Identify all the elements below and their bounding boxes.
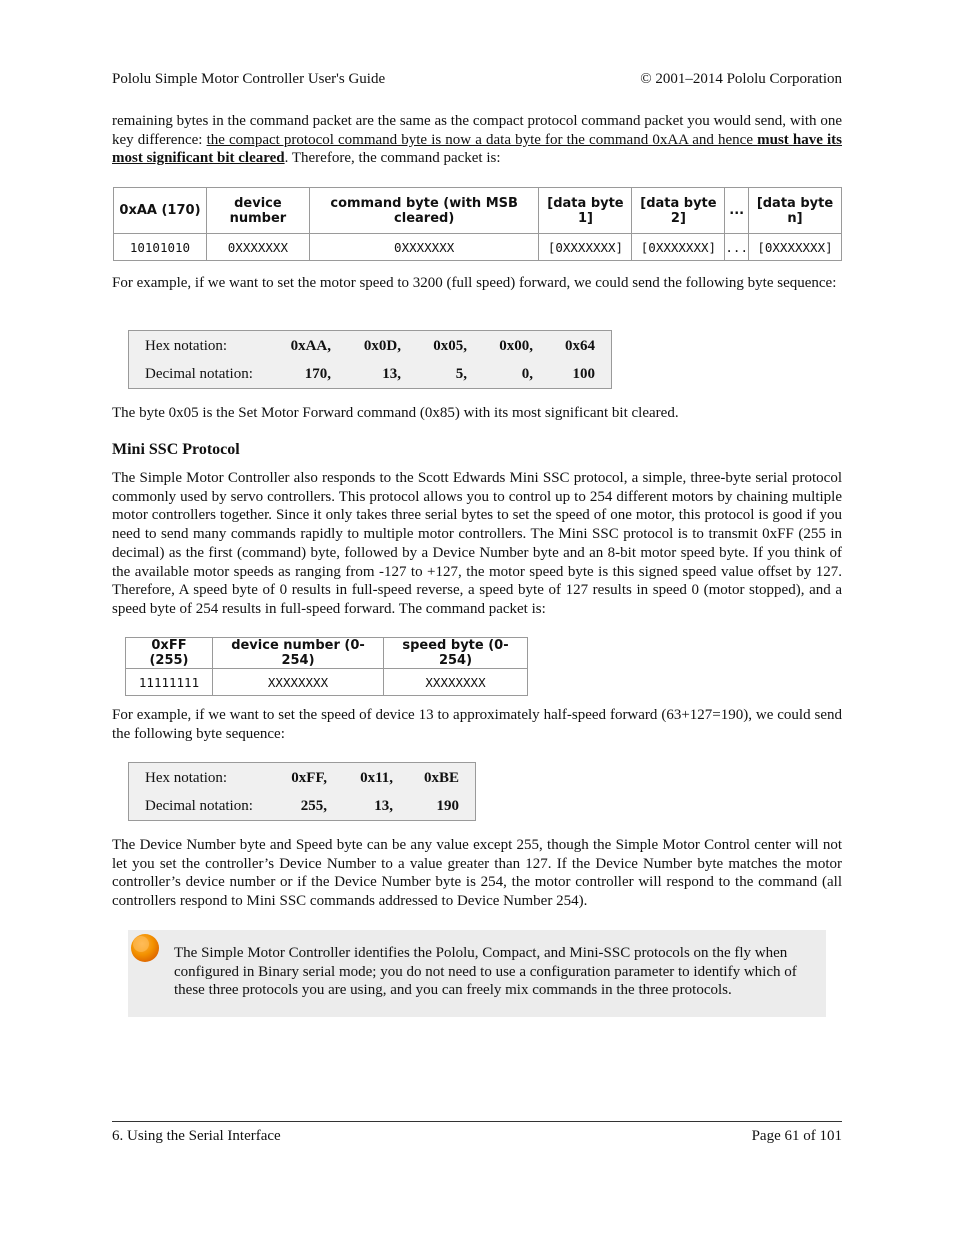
note-box xyxy=(128,930,826,1017)
footer-divider xyxy=(112,1121,842,1122)
hex-value: 0xFF, xyxy=(291,770,327,786)
intro-period: . xyxy=(284,150,289,167)
mini-ssc-paragraph: The Simple Motor Controller also responds to the Scott Edwards Mini SSC protocol, a simple, three-byte serial protocol commonly used by servo controllers. This protocol allows you to control up to 254 different motors by chaining multiple motor controllers together. Since it only takes three serial bytes to set the speed of one motor, this protocol is good if you need to send many commands rapidly to multiple motor controllers. The Mini SSC protocol is to transmit 0xFF (255 in decimal) as the first (command) byte, followed by a Device Number byte and an 8-bit motor speed byte. If you think of the available motor speeds as ranging from -127 to +127, the motor speed byte is this signed speed value offset by 127. Therefore, A speed byte of 0 results in full-speed reverse, a speed byte of 127 results in speed 0 (motor stopped), and a speed byte of 254 results in full-speed forward. The command packet is: xyxy=(112,470,842,617)
intro-underlined-text: the compact protocol command byte is now a data byte for the command 0xAA and hence xyxy=(206,131,758,148)
table-header-cell: device number xyxy=(206,188,309,234)
table-header-cell: [data byte n] xyxy=(748,188,841,234)
table-cell: 10101010 xyxy=(114,234,207,261)
table-cell: XXXXXXXX xyxy=(384,669,528,696)
decimal-value: 170, xyxy=(304,366,331,382)
table-cell: XXXXXXXX xyxy=(213,669,384,696)
hex-value: 0xAA, xyxy=(290,338,331,354)
header-title: Pololu Simple Motor Controller User's Guide xyxy=(112,71,386,87)
table-header-row xyxy=(114,188,842,234)
intro-paragraph xyxy=(112,112,842,168)
decimal-notation-label: Decimal notation: xyxy=(145,366,253,382)
decimal-value: 190 xyxy=(436,798,459,814)
table-cell: 0XXXXXXX xyxy=(206,234,309,261)
byte-sequence-box-2 xyxy=(128,762,476,821)
intro-text-2: Therefore, the command packet is: xyxy=(288,150,501,167)
table-header-row xyxy=(126,638,528,669)
example-1-paragraph: For example, if we want to set the motor speed to 3200 (full speed) forward, we could send the following byte sequence: xyxy=(112,275,837,291)
decimal-notation-row xyxy=(129,796,475,816)
hex-notation-row xyxy=(129,336,611,356)
hex-value: 0x11, xyxy=(360,770,393,786)
table-header-cell: 0xFF (255) xyxy=(126,638,213,669)
table-header-cell: 0xAA (170) xyxy=(114,188,207,234)
table-cell: 0XXXXXXX xyxy=(309,234,539,261)
hex-value: 0x64 xyxy=(565,338,595,354)
note-bulb-icon xyxy=(128,930,162,966)
byte-sequence-box-1 xyxy=(128,330,612,389)
note-text: The Simple Motor Controller identifies the Pololu, Compact, and Mini-SSC protocols on the fly when configured in Binary serial mode; you do not need to use a configuration parameter to identify which of these three protocols you are using, and you can freely mix commands in the three protocols. xyxy=(174,945,797,999)
hex-value: 0x0D, xyxy=(363,338,401,354)
hex-notation-row xyxy=(129,768,475,788)
hex-value: 0x05, xyxy=(433,338,467,354)
decimal-notation-label: Decimal notation: xyxy=(145,798,253,814)
decimal-value: 0, xyxy=(521,366,533,382)
intro-underlined-bold-text: must have its most significant bit cleared xyxy=(112,131,842,167)
table-header-cell: device number (0-254) xyxy=(213,638,384,669)
byte-note-paragraph: The byte 0x05 is the Set Motor Forward command (0x85) with its most significant bit cleared. xyxy=(112,405,679,421)
mini-ssc-packet-table xyxy=(125,637,528,696)
table-cell: 11111111 xyxy=(126,669,213,696)
decimal-value: 255, xyxy=(300,798,327,814)
decimal-notation-row xyxy=(129,364,611,384)
table-cell: [0XXXXXXX] xyxy=(632,234,725,261)
table-cell: [0XXXXXXX] xyxy=(539,234,632,261)
footer-section: 6. Using the Serial Interface xyxy=(112,1128,281,1144)
example-2-paragraph: For example, if we want to set the speed of device 13 to approximately half-speed forward (63+127=190), we could send the following byte sequence: xyxy=(112,707,842,742)
hex-notation-label: Hex notation: xyxy=(145,338,228,354)
table-header-cell: [data byte 1] xyxy=(539,188,632,234)
footer-page-number: Page 61 of 101 xyxy=(751,1128,842,1144)
header-copyright: © 2001–2014 Pololu Corporation xyxy=(640,71,842,87)
pololu-command-packet-table xyxy=(113,187,842,261)
intro-text-1: remaining bytes in the command packet are the same as the compact protocol command packet you would send, with one key difference: xyxy=(112,113,842,148)
hex-value: 0xBE xyxy=(423,770,459,786)
table-cell: [0XXXXXXX] xyxy=(748,234,841,261)
decimal-value: 13, xyxy=(382,366,401,382)
table-row xyxy=(126,669,528,696)
section-heading: Mini SSC Protocol xyxy=(112,441,240,458)
table-header-cell: speed byte (0-254) xyxy=(384,638,528,669)
hex-value: 0x00, xyxy=(499,338,533,354)
hex-notation-label: Hex notation: xyxy=(145,770,228,786)
decimal-value: 5, xyxy=(455,366,467,382)
decimal-value: 13, xyxy=(374,798,393,814)
table-cell: ... xyxy=(725,234,749,261)
table-header-cell: ... xyxy=(725,188,749,234)
decimal-value: 100 xyxy=(572,366,595,382)
table-header-cell: [data byte 2] xyxy=(632,188,725,234)
table-row xyxy=(114,234,842,261)
device-number-paragraph: The Device Number byte and Speed byte can be any value except 255, though the Simple Motor Control center will not let you set the controller’s Device Number to a value greater than 127. If the Device Number byte matches the motor controller’s device number or if the Device Number byte is 254, the motor controller will respond to the command (all controllers respond to Mini SSC commands addressed to Device Number 254). xyxy=(112,837,842,910)
table-header-cell: command byte (with MSB cleared) xyxy=(309,188,539,234)
